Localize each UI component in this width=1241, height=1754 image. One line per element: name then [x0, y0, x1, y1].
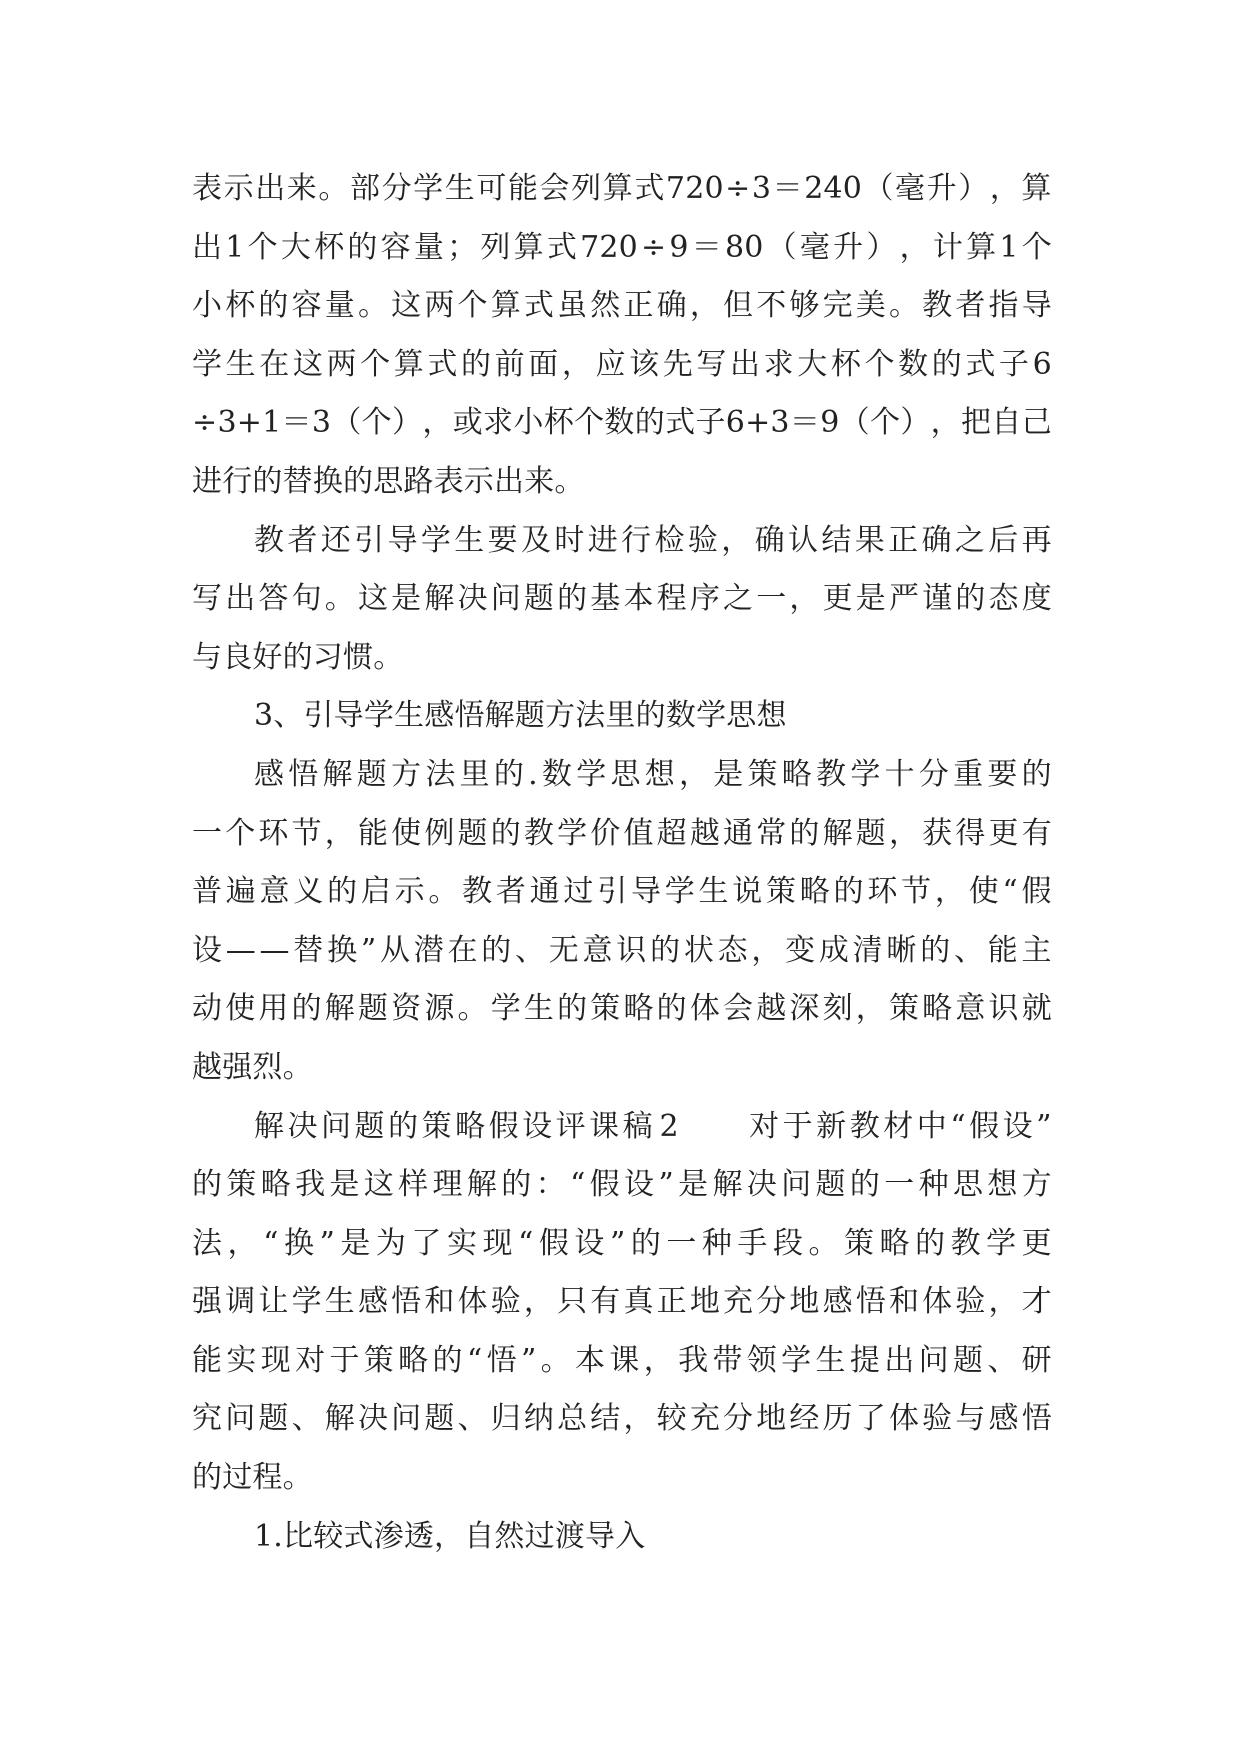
text-line-last: 与良好的习惯。	[192, 639, 404, 675]
text-line: 普 遍 意 义 的 启 示 。 教 者 通 过 引 导 学 生 说 策 略 的 环 节 ， 使 “ 假	[192, 874, 1052, 910]
text-line: 动 使 用 的 解 题 资 源 。 学 生 的 策 略 的 体 会 越 深 刻 ， 策 略 意 识 就	[192, 991, 1052, 1027]
document-page	[192, 160, 1052, 1566]
paragraph-2	[192, 512, 1052, 688]
text-line: 学 生 在 这 两 个 算 式 的 前 面 ， 应 该 先 写 出 求 大 杯 个 数 的 式 子 6	[192, 346, 1052, 382]
text-line: 强 调 让 学 生 感 悟 和 体 验 ， 只 有 真 正 地 充 分 地 感 悟 和 体 验 ， 才	[192, 1284, 1052, 1320]
text-line-last: 进行的替换的思路表示出来。	[192, 463, 585, 499]
paragraph-5	[192, 1098, 1052, 1508]
section-heading-1	[192, 1508, 1052, 1567]
text-line: ÷ 3+1 ＝ 3 （ 个 ） ， 或 求 小 杯 个 数 的 式 子 6+3 ＝ 9 （ 个 ） ， 把 自 己	[192, 405, 1052, 441]
paragraph-4	[192, 746, 1052, 1098]
text-line: 能 实 现 对 于 策 略 的 “ 悟 ” 。 本 课 ， 我 带 领 学 生 提 出 问 题 、 研	[192, 1342, 1052, 1378]
text-line-first: 教 者 还 引 导 学 生 要 及 时 进 行 检 验 ， 确 认 结 果 正 确 之 后 再	[254, 522, 1052, 558]
text-line: 究 问 题 、 解 决 问 题 、 归 纳 总 结 ， 较 充 分 地 经 历 了 体 验 与 感 悟	[192, 1401, 1052, 1437]
text-line: 表 示 出 来 。 部 分 学 生 可 能 会 列 算 式 720 ÷ 3 ＝ 240 （ 毫 升 ） ， 算	[192, 171, 1052, 206]
text-line-last: 越强烈。	[192, 1049, 313, 1085]
text-line: 一 个 环 节 ， 能 使 例 题 的 教 学 价 值 超 越 通 常 的 解 题 ， 获 得 更 有	[192, 815, 1052, 851]
text-line: 出 1 个 大 杯 的 容 量 ； 列 算 式 720 ÷ 9 ＝ 80 （ 毫 升 ） ， 计 算 1 个	[192, 229, 1052, 265]
text-line-first: 感 悟 解 题 方 法 里 的 . 数 学 思 想 ， 是 策 略 教 学 十 分 重 要 的	[254, 756, 1052, 792]
text-line-first: 解 决 问 题 的 策 略 假 设 评 课 稿 2 对 于 新 教 材 中 “ 假 设 ”	[254, 1108, 1052, 1144]
text-line: 的 策 略 我 是 这 样 理 解 的 ： “ 假 设 ” 是 解 决 问 题 的 一 种 思 想 方	[192, 1167, 1052, 1203]
text-line: 写 出 答 句 。 这 是 解 决 问 题 的 基 本 程 序 之 一 ， 更 是 严 谨 的 态 度	[192, 581, 1052, 617]
section-heading: 3、引导学生感悟解题方法里的数学思想	[254, 698, 787, 734]
text-line: 设 — — 替 换 ” 从 潜 在 的 、 无 意 识 的 状 态 ， 变 成 清 晰 的 、 能 主	[192, 932, 1052, 968]
section-heading-3	[192, 687, 1052, 746]
paragraph-1	[192, 160, 1052, 512]
text-line: 小 杯 的 容 量 。 这 两 个 算 式 虽 然 正 确 ， 但 不 够 完 美 。 教 者 指 导	[192, 288, 1052, 324]
text-line: 法 ， “ 换 ” 是 为 了 实 现 “ 假 设 ” 的 一 种 手 段 。 策 略 的 教 学 更	[192, 1225, 1052, 1261]
section-heading: 1.比较式渗透，自然过渡导入	[254, 1518, 646, 1554]
text-line-last: 的过程。	[192, 1460, 313, 1496]
